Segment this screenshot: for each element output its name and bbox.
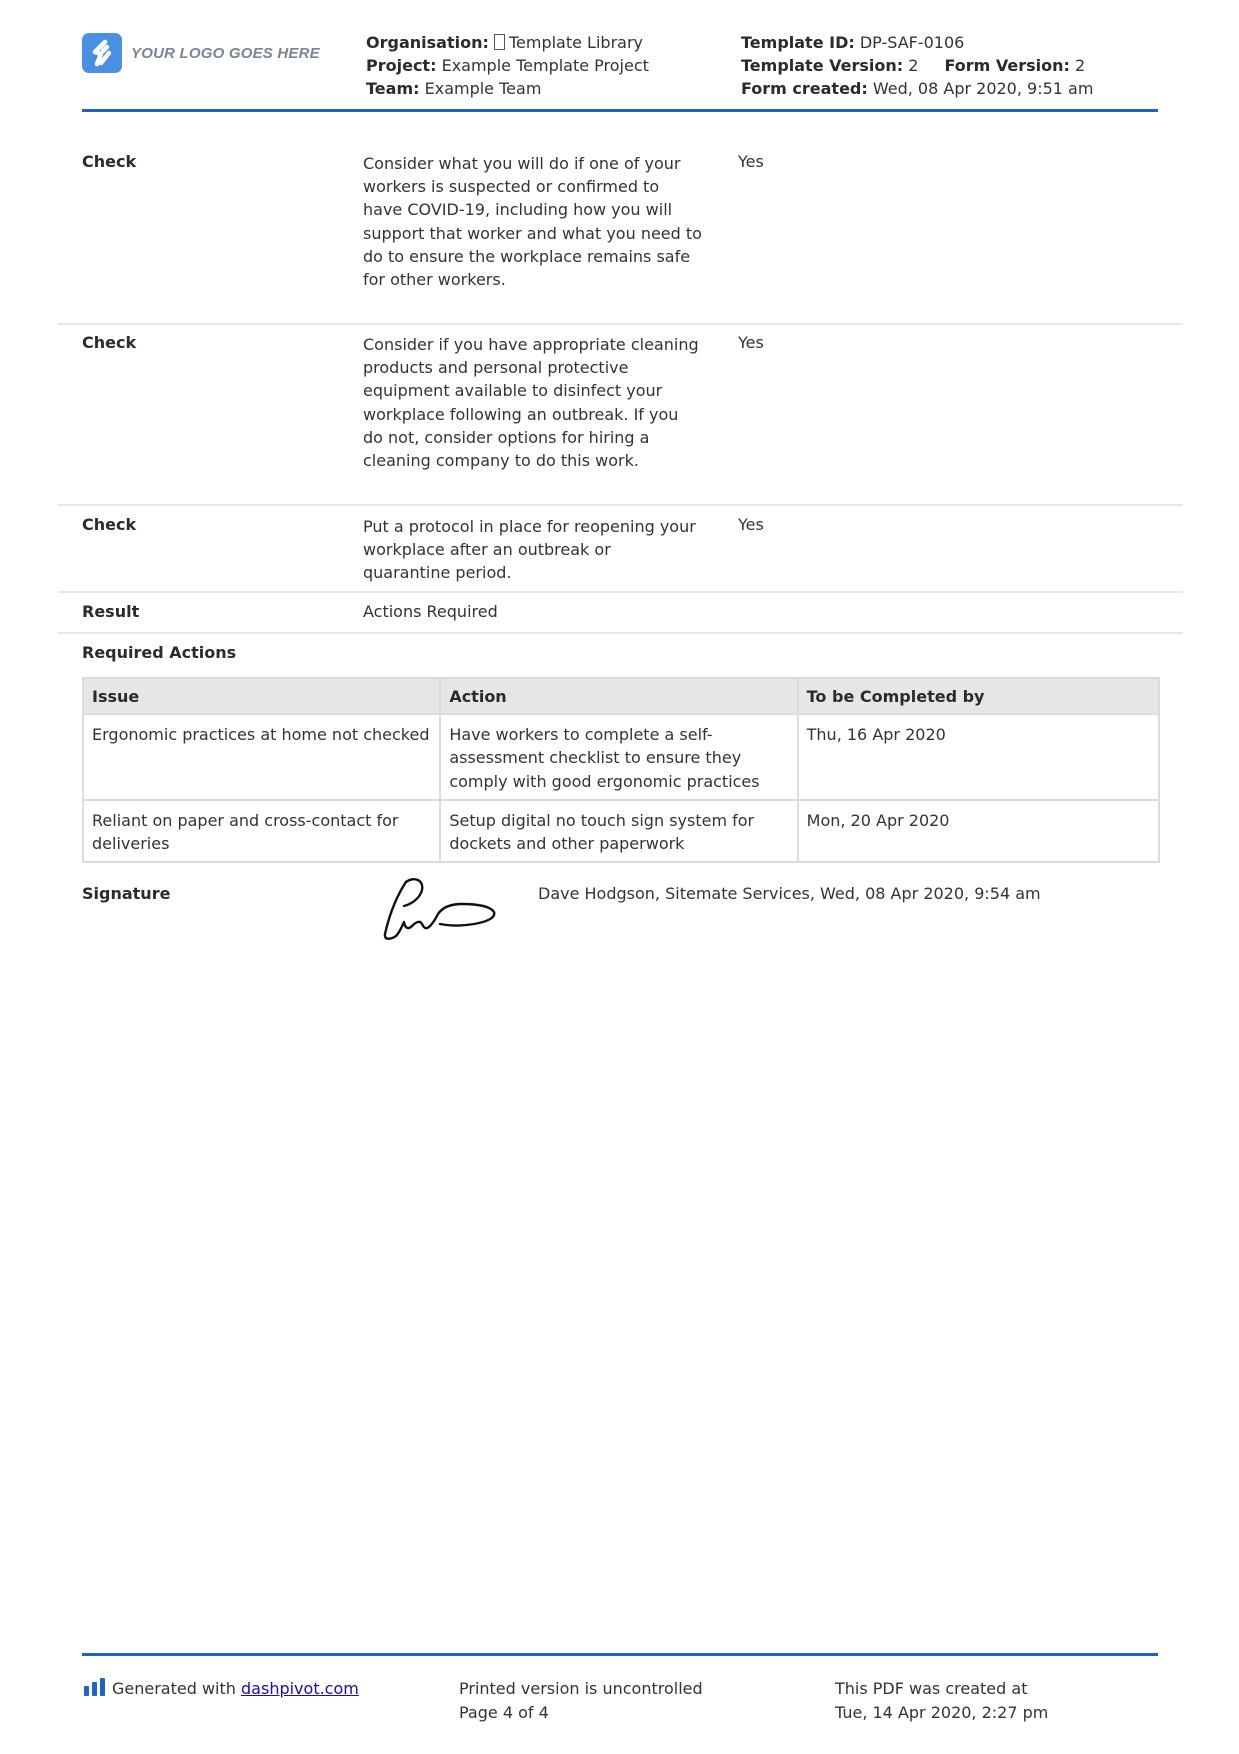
logo-mark-icon xyxy=(82,33,122,73)
check-value: Yes xyxy=(738,333,764,352)
signature-label: Signature xyxy=(82,884,171,903)
template-id-line: Template ID: DP-SAF-0106 xyxy=(741,33,965,52)
row-divider xyxy=(58,591,1183,593)
version-line: Template Version: 2 Form Version: 2 xyxy=(741,56,1086,75)
header-divider xyxy=(82,109,1158,112)
check-value: Yes xyxy=(738,515,764,534)
required-actions-title: Required Actions xyxy=(82,643,237,662)
action-cell: Setup digital no touch sign system for dockets and other paperwork xyxy=(440,800,797,862)
action-cell: Have workers to complete a self-assessment checklist to ensure they comply with good ergonomic practices xyxy=(440,714,797,800)
required-actions-table xyxy=(82,677,1160,863)
bar-chart-icon xyxy=(84,1678,106,1703)
table-row xyxy=(83,714,1159,800)
footer-printed: Printed version is uncontrolled Page 4 of 4 xyxy=(459,1677,703,1724)
organisation-line: Organisation: Template Library xyxy=(366,33,643,52)
page-number: Page 4 of 4 xyxy=(459,1702,549,1722)
check-value: Yes xyxy=(738,152,764,171)
footer-generated: Generated with dashpivot.com xyxy=(84,1677,359,1703)
result-label: Result xyxy=(82,602,140,621)
due-date-cell: Thu, 16 Apr 2020 xyxy=(798,714,1159,800)
building-icon xyxy=(494,34,505,50)
check-label: Check xyxy=(82,333,137,352)
issue-cell: Reliant on paper and cross-contact for deliveries xyxy=(83,800,440,862)
form-created-line: Form created: Wed, 08 Apr 2020, 9:51 am xyxy=(741,79,1094,98)
issue-cell: Ergonomic practices at home not checked xyxy=(83,714,440,800)
row-divider xyxy=(58,632,1183,634)
row-divider xyxy=(58,323,1183,325)
footer-divider xyxy=(82,1653,1158,1656)
check-label: Check xyxy=(82,515,137,534)
result-value: Actions Required xyxy=(363,602,498,621)
table-row xyxy=(83,800,1159,862)
column-header-action: Action xyxy=(440,678,797,714)
column-header-issue: Issue xyxy=(83,678,440,714)
header-template-info xyxy=(741,31,1093,100)
header-org-info xyxy=(366,31,649,100)
logo-text: YOUR LOGO GOES HERE xyxy=(131,44,320,62)
column-header-due: To be Completed by xyxy=(798,678,1159,714)
row-divider xyxy=(58,504,1183,506)
check-description: Consider what you will do if one of your workers is suspected or confirmed to have COVID-19, including how you will support that worker and what you need to do to ensure the workplace remains safe for other workers. xyxy=(363,154,702,290)
footer-created: This PDF was created at Tue, 14 Apr 2020, 2:27 pm xyxy=(835,1679,1049,1722)
signature-details: Dave Hodgson, Sitemate Services, Wed, 08 Apr 2020, 9:54 am xyxy=(538,884,1041,903)
check-label: Check xyxy=(82,152,137,171)
check-description: Consider if you have appropriate cleaning products and personal protective equipment available to disinfect your workplace following an outbreak. If you do not, consider options for hiring a cleaning company to do this work. xyxy=(363,335,699,471)
table-header-row xyxy=(83,678,1159,714)
dashpivot-link[interactable]: dashpivot.com xyxy=(241,1679,359,1698)
team-line: Team: Example Team xyxy=(366,79,542,98)
company-logo xyxy=(82,33,320,73)
signature-image xyxy=(382,876,500,946)
due-date-cell: Mon, 20 Apr 2020 xyxy=(798,800,1159,862)
project-line: Project: Example Template Project xyxy=(366,56,649,75)
check-description: Put a protocol in place for reopening your workplace after an outbreak or quarantine period. xyxy=(363,517,696,583)
